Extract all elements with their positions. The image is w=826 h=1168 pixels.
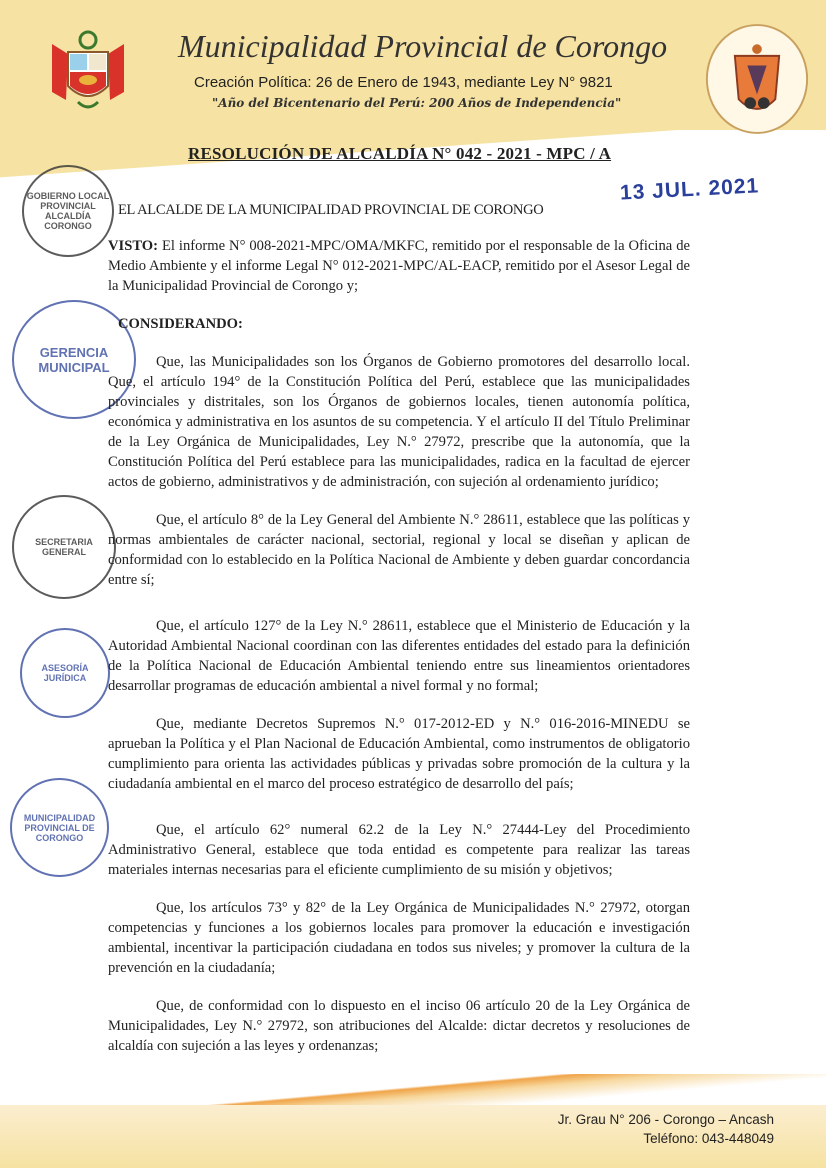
date-stamp: 13 JUL. 2021 (619, 174, 760, 205)
visto-label: VISTO: (108, 238, 159, 254)
considerando-paragraph: Que, las Municipalidades son los Órganos de Gobierno promotores del desarrollo local. Que, el artículo 194° de la Constitución Política del Perú, establece que las municipalidades provinciales y distritales, son los Órganos de gobiernos locales, tienen autonomía política, económica y administrativa en los asuntos de su competencia. Y el artículo II del Título Preliminar de la Ley Orgánica de Municipalidades, Ley N.° 27972, prescribe que la autonomía, que la Constitución Política del Perú establece para las municipalidades, radica en la facultad de ejercer actos de gobierno, administrativos y de administración, con sujeción al ordenamiento jurídico; (108, 354, 690, 490)
stamp-alcaldia (22, 165, 114, 257)
stamp-text: MUNICIPALIDAD PROVINCIAL DE CORONGO (23, 812, 96, 843)
year-motto: "Año del Bicentenario del Perú: 200 Años de Independencia" (212, 96, 622, 110)
considerando-paragraph: Que, el artículo 8° de la Ley General del Ambiente N.° 28611, establece que las políticas y normas ambientales de carácter nacional, sectorial, regional y local se diseñan y aplican de conformidad con lo establecido en la Política Nacional de Ambiente y deben guardar concordancia entre sí; (108, 512, 690, 588)
stamp-secretaria-general (12, 495, 116, 599)
considerando-label: CONSIDERANDO: (118, 316, 243, 332)
peru-coat-of-arms-icon (48, 30, 128, 114)
document-body (108, 236, 690, 1056)
visto-text: El informe N° 008-2021-MPC/OMA/MKFC, remitido por el responsable de la Oficina de Medio Ambiente y el informe Legal N° 012-2021-MPC/AL-EACP, remitido por el Asesor Legal de la Municipalidad Provincial de Corongo y; (108, 238, 690, 294)
considerando-paragraph: Que, el artículo 62° numeral 62.2 de la Ley N.° 27444-Ley del Procedimiento Administrativo General, establece que toda entidad es competente para realizar las tareas materiales internas necesarias para el eficiente cumplimiento de su misión y objetivos; (108, 822, 690, 878)
stamp-asesoria-juridica (20, 628, 110, 718)
municipality-title: Municipalidad Provincial de Corongo (178, 28, 668, 64)
footer-address: Jr. Grau N° 206 - Corongo – Ancash (557, 1112, 774, 1127)
visto-paragraph (108, 236, 690, 296)
considerando-paragraph: Que, mediante Decretos Supremos N.° 017-2012-ED y N.° 016-2016-MINEDU se aprueban la Política y el Plan Nacional de Educación Ambiental, como instrumentos de obligatorio cumplimiento para orienta las actividades públicas y privadas sobre promoción de la cultura y la ciudadanía ambiental en el marco del proceso estratégico de desarrollo del país; (108, 716, 690, 792)
considerando-paragraph: Que, de conformidad con lo dispuesto en el inciso 06 artículo 20 de la Ley Orgánica de Municipalidades, Ley N.° 27972, son atribuciones del Alcalde: dictar decretos y resoluciones de alcaldía con sujeción a las leyes y ordenanzas; (108, 998, 690, 1054)
footer-phone: Teléfono: 043-448049 (643, 1131, 774, 1146)
municipal-seal-icon (704, 20, 810, 138)
footer-contact (558, 1110, 774, 1148)
stamp-text: GOBIERNO LOCAL PROVINCIAL ALCALDÍA CORONGO (26, 191, 110, 231)
resolution-heading: RESOLUCIÓN DE ALCALDÍA N° 042 - 2021 - MPC / A (188, 144, 612, 163)
stamp-municipalidad (10, 778, 109, 877)
issuer-line: EL ALCALDE DE LA MUNICIPALIDAD PROVINCIAL DE CORONGO (118, 202, 544, 218)
creation-subtitle: Creación Política: 26 de Enero de 1943, mediante Ley N° 9821 (194, 74, 613, 91)
considerando-paragraph: Que, los artículos 73° y 82° de la Ley Orgánica de Municipalidades N.° 27972, otorgan competencias y funciones a los gobiernos locales para promover la educación e investigación ambiental, incentivar la participación ciudadana en todos sus niveles; y promover la cultura de la prevención en la ciudadanía; (108, 900, 690, 976)
stamp-text: GERENCIA MUNICIPAL (38, 344, 110, 375)
stamp-text: ASESORÍA JURÍDICA (41, 663, 89, 683)
considerando-paragraph: Que, el artículo 127° de la Ley N.° 28611, establece que el Ministerio de Educación y la Autoridad Ambiental Nacional coordinan con las diferentes entidades del estado para la definición de la Política Nacional de Educación Ambiental teniendo entre sus lineamientos orientadores desarrollar programas de educación ambiental a nivel formal y no formal; (108, 618, 690, 694)
stamp-text: SECRETARIA GENERAL (35, 537, 93, 557)
